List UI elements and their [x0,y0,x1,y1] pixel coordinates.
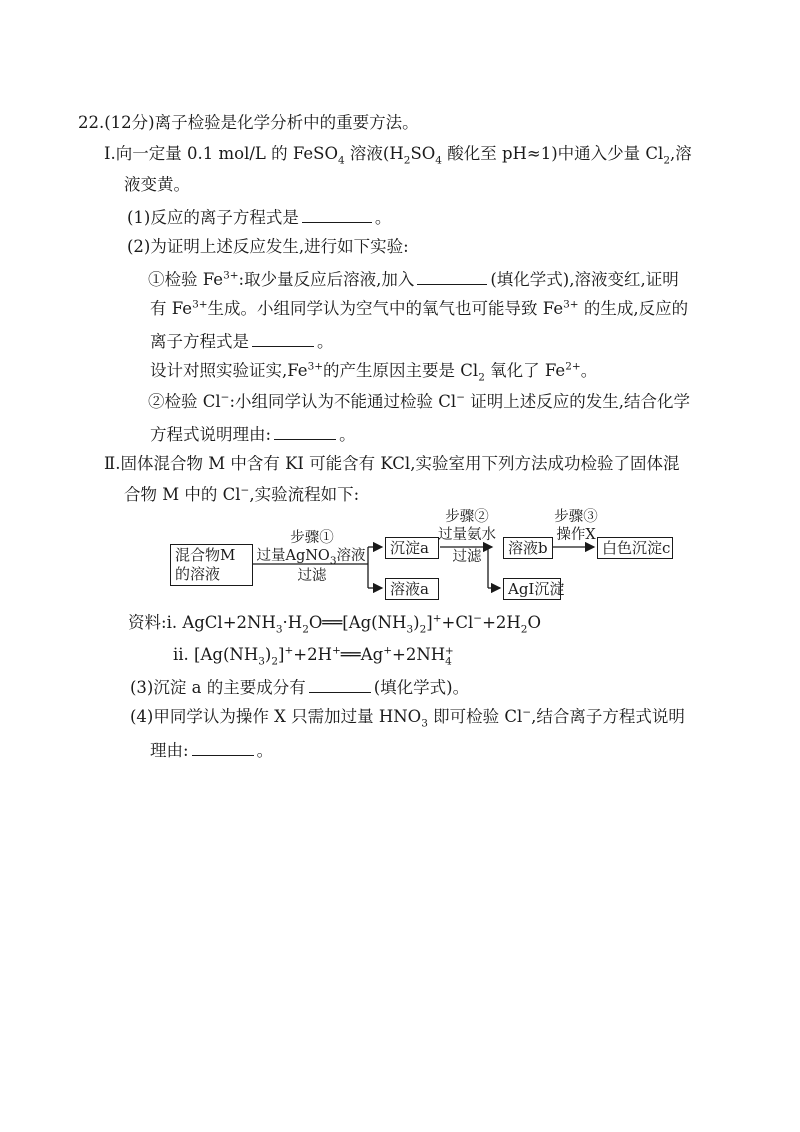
part1-intro-line2: 液变黄。 [124,175,190,194]
sub-question-2-1-line2: 有 $Fe^{3+}$生成。小组同学认为空气中的氧气也可能导致 $Fe^{3+}$ 的生成,反应的 [150,298,689,318]
box-solution-a: 溶液a [385,578,439,600]
question-header: 22.(12分)离子检验是化学分析中的重要方法。 [78,113,419,132]
step2-reagent: 过量氨水 [438,527,496,543]
box-mixture-solution: 混合物M 的溶液 [170,544,253,586]
part2-intro-line2: 合物 M 中的 Cl−,实验流程如下: [124,484,360,504]
question-4-line2: 理由: 。 [150,737,273,763]
step1-operation: 过滤 [297,568,327,584]
sub-question-2-1-line4: 设计对照实验证实$,Fe^{3+}$的产生原因主要是 $Cl_2$ 氧化了 $Fe^{2+}$。 [150,360,598,384]
box-precipitate-a: 沉淀a [385,537,439,559]
answer-blank-6[interactable] [192,737,254,756]
answer-blank-5[interactable] [309,674,371,693]
reference-equation-i: 资料:ⅰ. $AgCl+2NH_3\cdot H_2O══[Ag(NH_3)_2]^++Cl^-+2H_2O$ [128,612,541,636]
part1-intro-line1: Ⅰ.向一定量 0.1 mol/L 的 FeSO$_4$ 溶液($H_2SO_4$ 酸化至 pH≈1)中通入少量 $Cl_2$,溶 [104,144,692,167]
part2-intro-line1: Ⅱ.固体混合物 M 中含有 KI 可能含有 KCl,实验室用下列方法成功检验了固体混 [104,454,680,473]
answer-blank-2[interactable] [417,266,487,285]
experiment-flowchart [170,508,710,608]
sub-question-2-1-line3: 离子方程式是 。 [150,328,334,354]
box-agi-precipitate: AgI沉淀 [503,578,561,600]
answer-blank-4[interactable] [274,421,336,440]
question-4-line1: (4)甲同学认为操作 X 只需加过量 $HNO_3$ 即可检验 Cl−,结合离子方程式说明 [130,706,685,730]
box-solution-b: 溶液b [503,537,553,559]
step2-label: 步骤② [445,509,489,525]
sub-question-2-1-line1: ①检验 $Fe^{3+}$:取少量反应后溶液,加入 (填化学式),溶液变红,证明 [148,266,679,292]
step3-operation: 操作X [556,527,596,543]
step1-reagent: 过量AgNO$_3$溶液 [256,548,366,567]
question-1: (1)反应的离子方程式是 。 [127,204,391,230]
sub-question-2-2-line2: 方程式说明理由: 。 [150,421,356,447]
answer-blank-3[interactable] [252,328,314,347]
sub-question-2-2-line1: ②检验 Cl−:小组同学认为不能通过检验 Cl− 证明上述反应的发生,结合化学 [148,391,690,411]
step1-label: 步骤① [290,530,334,546]
reference-equation-ii: ⅱ. $[Ag(NH_3)_2]^++2H^+══Ag^++2NH_4^+$ [173,644,454,668]
answer-blank-1[interactable] [302,204,372,223]
step2-operation: 过滤 [452,549,482,565]
question-2: (2)为证明上述反应发生,进行如下实验: [127,237,409,256]
box-white-precipitate-c: 白色沉淀c [597,537,673,559]
question-3: (3)沉淀 a 的主要成分有 (填化学式)。 [130,674,469,700]
step3-label: 步骤③ [554,509,598,525]
